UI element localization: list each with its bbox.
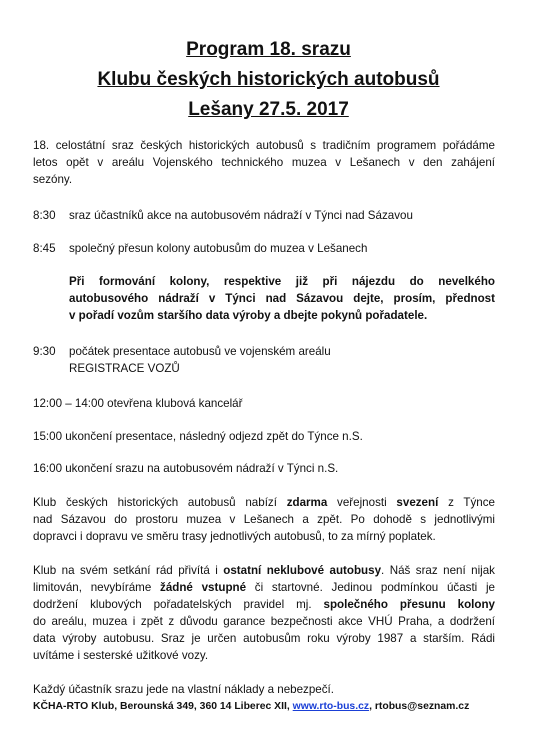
para3-l1-a: Klub na svém setkání rád přivítá i bbox=[33, 564, 224, 577]
notice-line-3: v pořadí vozům staršího data výroby a dbejte pokynů pořadatele. bbox=[69, 309, 428, 322]
para2-text-e: z Týnce bbox=[438, 496, 495, 509]
notice-line-2: autobusového nádraží v Týnci nad Sázavou dejte, prosím, přednost bbox=[69, 292, 495, 305]
para3-l2-c: či startovné. Jedinou podmínkou účasti je bbox=[246, 581, 496, 594]
para3-line-2 bbox=[33, 579, 495, 596]
intro-line-2: letos opět v areálu Vojenského technického muzea v Lešanech v den zahájení bbox=[33, 156, 495, 169]
para3-l2-a: limitován, nevybíráme bbox=[33, 581, 161, 594]
para2-line-1 bbox=[33, 494, 495, 511]
schedule-text-1: sraz účastníků akce na autobusovém nádraží v Týnci nad Sázavou bbox=[69, 209, 413, 222]
closing-line: Každý účastník srazu jede na vlastní náklady a nebezpečí. bbox=[33, 683, 334, 696]
para2-svezeni: svezení bbox=[396, 496, 439, 509]
schedule-text-3: počátek presentace autobusů ve vojenském areálu bbox=[69, 345, 331, 358]
para2-zdarma: zdarma bbox=[286, 496, 328, 509]
para2-line-2: nad Sázavou do prostoru muzea v Lešanech a zpět. Po dohodě s jednotlivými bbox=[33, 513, 495, 526]
para3-line-3 bbox=[33, 596, 495, 613]
schedule-item-5: 15:00 ukončení presentace, následný odjezd zpět do Týnce n.S. bbox=[33, 430, 363, 443]
para3-l1-bold: ostatní neklubové autobusy bbox=[223, 564, 382, 577]
para3-line-6: uvítáme i sesterské užitkové vozy. bbox=[33, 649, 209, 662]
para2-text-c: veřejnosti bbox=[327, 496, 397, 509]
para2-line-3: dopravci i dopravu ve směru trasy jednotlivých autobusů, to za mírný poplatek. bbox=[33, 530, 436, 543]
para3-l2-bold: žádné vstupné bbox=[160, 581, 247, 594]
footer-address: KČHA-RTO Klub, Berounská 349, 360 14 Liberec XII, bbox=[33, 701, 293, 712]
title-line-1: Program 18. srazu bbox=[186, 39, 351, 60]
schedule-item-4: 12:00 – 14:00 otevřena klubová kancelář bbox=[33, 397, 243, 410]
schedule-time-3: 9:30 bbox=[33, 345, 56, 358]
intro-line-3: sezóny. bbox=[33, 173, 73, 186]
schedule-time-1: 8:30 bbox=[33, 209, 56, 222]
intro-line-1: 18. celostátní sraz českých historických autobusů s tradičním programem pořádáme bbox=[33, 139, 495, 152]
para2-text-a: Klub českých historických autobusů nabízí bbox=[33, 496, 287, 509]
para3-line-1 bbox=[33, 562, 495, 579]
schedule-item-6: 16:00 ukončení srazu na autobusovém nádraží v Týnci n.S. bbox=[33, 462, 339, 475]
footer-email: , rtobus@seznam.cz bbox=[369, 701, 470, 712]
notice-line-1: Při formování kolony, respektive již při nájezdu do nevelkého bbox=[69, 275, 495, 288]
title-line-2: Klubu českých historických autobusů bbox=[97, 69, 440, 90]
para3-l1-c: . Náš sraz není nijak bbox=[381, 564, 495, 577]
schedule-time-2: 8:45 bbox=[33, 242, 56, 255]
schedule-text-2: společný přesun kolony autobusům do muzea v Lešanech bbox=[69, 242, 368, 255]
schedule-sub-3: REGISTRACE VOZŮ bbox=[69, 362, 180, 375]
title-line-3: Lešany 27.5. 2017 bbox=[188, 99, 349, 120]
para3-line-4: do areálu, muzea i zpět z důvodu garance bezpečnosti akce VHÚ Praha, a dodržení bbox=[33, 615, 495, 628]
para3-line-5: data výroby autobusu. Sraz je určen autobusům roku výroby 1987 a starším. Rádi bbox=[33, 632, 495, 645]
footer-contact bbox=[33, 698, 469, 715]
para3-l3-a: dodržení klubových pořadatelských pravidel mj. bbox=[33, 598, 324, 611]
para3-l3-bold: společného přesunu kolony bbox=[323, 598, 495, 611]
footer-website-link[interactable]: www.rto-bus.cz bbox=[292, 701, 370, 712]
